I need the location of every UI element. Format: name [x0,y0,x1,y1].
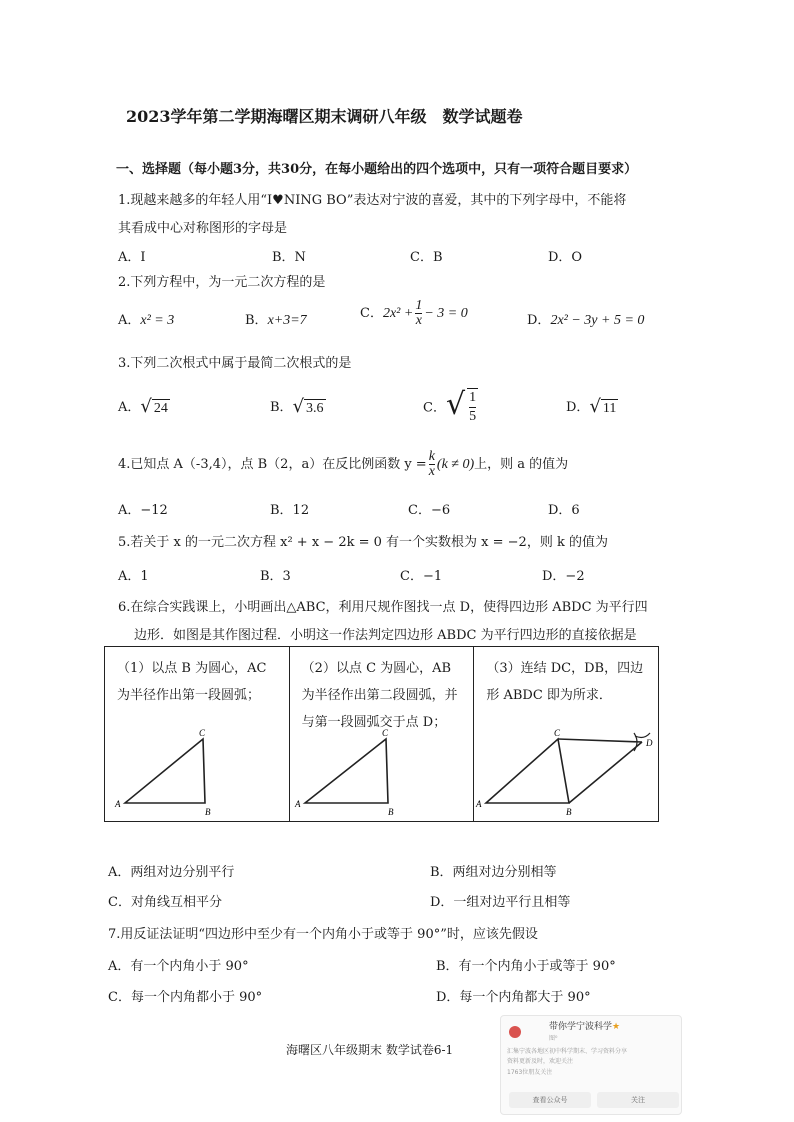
account-name: 带你学宁波科学 [549,1022,613,1032]
step-2-text: （2）以点 C 为圆心，AB 为半径作出第二段圆弧，并与第一段圆弧交于点 D； [301,661,458,730]
q6-option-d: D．一组对边平行且相等 [430,895,571,910]
arc-2 [635,733,650,737]
step-1-text: （1）以点 B 为圆心，AC 为半径作出第一段圆弧； [117,661,267,703]
q2-option-c [360,299,468,328]
q7-option-a: A．有一个内角小于 90° [108,959,249,974]
q6-stem-line1: 6.在综合实践课上，小明画出△ABC，利用尺规作图找一点 D，使得四边形 ABDC 为平行四 [118,600,648,615]
q3-stem: 3.下列二次根式中属于最简二次根式的是 [118,356,352,371]
q1-option-d: D．O [548,250,583,265]
q2-option-a [118,309,174,329]
label-d-3: D [646,738,653,748]
q3-option-a [118,396,170,418]
q4-stem-post: 上，则 a 的值为 [474,457,569,472]
q2-c-numerator: 1 [415,298,423,313]
q3-b-sqrt: √ 3.6 [292,396,324,417]
step-2-figure [290,647,474,821]
label-a-2: A [294,799,301,809]
construction-step-3 [474,647,658,821]
view-account-button[interactable]: 查看公众号 [509,1092,591,1108]
account-avatar [509,1026,521,1038]
label-a-3: A [476,799,482,809]
q3-c-sqrt: √ $\frac{1}{5}$ [445,387,477,424]
q7-option-d: D．每一个内角都大于 90° [436,990,591,1005]
q3-label-b: B． [270,400,293,415]
q2-label-d: D． [527,313,551,328]
q6-option-c: C．对角线互相平分 [108,895,222,910]
triangle-abc-1 [125,739,205,803]
construction-step-1 [105,647,290,821]
q4-stem [118,450,568,479]
q2-option-c-pre: 2x² + [382,306,414,321]
star-icon: ★ [612,1022,621,1032]
q2-option-b-expr: x+3=7 [267,313,307,328]
q3-c-fraction [467,388,478,426]
label-b-3: B [566,807,572,817]
q2-label-b: B． [245,313,268,328]
q4-option-b: B．12 [270,503,310,518]
q1-option-c: C．B [410,250,443,265]
label-b-1: B [205,807,211,817]
account-sub: 图⁰ [549,1035,558,1042]
q3-label-a: A． [118,400,141,415]
q3-option-d [566,396,618,418]
q4-option-d: D．6 [548,503,580,518]
triangle-abc-3 [486,739,569,803]
q4-stem-pre: 4.已知点 A（-3,4），点 B（2，a）在反比例函数 y = [118,457,427,472]
q5-option-a: A．1 [118,569,149,584]
follower-count: 1763位朋友关注 [507,1069,553,1076]
q3-c-numerator: 1 [469,390,477,405]
q3-a-sqrt: √ 24 [140,396,168,417]
q2-label-c: C． [360,306,383,321]
q5-stem: 5.若关于 x 的一元二次方程 x² + x − 2k = 0 有一个实数根为 x = −2，则 k 的值为 [118,535,608,550]
q4-fraction [429,450,435,479]
step-1-figure [105,647,289,821]
q3-label-c: C． [423,400,446,416]
q4-denominator: x [428,464,435,479]
segment-dc [558,739,642,742]
section-heading: 一、选择题（每小题3分，共30分，在每小题给出的四个选项中，只有一项符合题目要求） [116,162,638,177]
q3-b-radicand: 3.6 [306,401,324,416]
q5-option-d: D．−2 [542,569,585,584]
q2-option-d-expr: 2x² − 3y + 5 = 0 [550,313,645,328]
q1-stem-line1: 1.现越来越多的年轻人用“I♥NING BO”表达对宁波的喜爱，其中的下列字母中，不能将 [118,193,627,208]
q3-d-radicand: 11 [602,401,617,416]
q2-option-c-fraction [415,299,422,328]
wechat-follow-card[interactable] [500,1015,682,1115]
q3-a-radicand: 24 [153,401,168,416]
q7-stem: 7.用反证法证明“四边形中至少有一个内角小于或等于 90°”时，应该先假设 [108,927,538,942]
q3-c-denominator: 5 [469,409,477,424]
q3-option-b [270,396,326,418]
q6-option-b: B．两组对边分别相等 [430,865,557,880]
step-3-figure [474,647,658,821]
q6-option-a: A．两组对边分别平行 [108,865,235,880]
q1-stem-line2: 其看成中心对称图形的字母是 [118,221,288,236]
account-desc-1: 汇集宁波各地区初中科学期末、学习资料分享 [507,1048,628,1055]
q4-condition: (k ≠ 0) [436,457,475,472]
q2-option-d [527,309,644,329]
q1-option-b: B．N [272,250,306,265]
q6-stem-line2: 边形．如图是其作图过程．小明这一作法判定四边形 ABDC 为平行四边形的直接依据是 [134,628,637,643]
q4-numerator: k [428,449,435,464]
label-b-2: B [387,807,394,817]
q3-option-c [423,386,480,426]
q2-option-c-post: − 3 = 0 [424,306,468,321]
label-c-1: C [199,728,206,738]
q2-label-a: A． [118,313,141,328]
q2-option-a-expr: x² = 3 [140,313,175,328]
q4-option-a: A．−12 [118,503,168,518]
q7-option-b: B．有一个内角小于或等于 90° [436,959,616,974]
label-c-2: C [381,728,388,738]
triangle-abc-2 [305,739,388,803]
q2-c-denominator: x [415,313,422,328]
follow-button[interactable]: 关注 [597,1092,679,1108]
q1-option-a: A．I [118,250,146,265]
q7-option-c: C．每一个内角都小于 90° [108,990,263,1005]
q5-option-b: B．3 [260,569,291,584]
q3-d-sqrt: √ 11 [589,396,617,417]
segment-db [569,742,642,803]
q4-option-c: C．−6 [408,503,451,518]
label-a-1: A [115,799,121,809]
q5-option-c: C．−1 [400,569,443,584]
page-title: 2023学年第二学期海曙区期末调研八年级 数学试题卷 [126,107,523,126]
step-3-text: （3）连结 DC，DB，四边形 ABDC 即为所求． [486,661,644,703]
account-desc-2: 资料更新及时，欢迎关注 [507,1058,574,1065]
q3-label-d: D． [566,400,590,415]
label-c-3: C [554,728,561,738]
construction-step-2 [290,647,475,821]
q2-option-b [245,309,307,329]
page-footer: 海曙区八年级期末 数学试卷6-1 [286,1043,454,1057]
q2-stem: 2.下列方程中，为一元二次方程的是 [118,275,326,290]
construction-steps-table [104,646,659,822]
